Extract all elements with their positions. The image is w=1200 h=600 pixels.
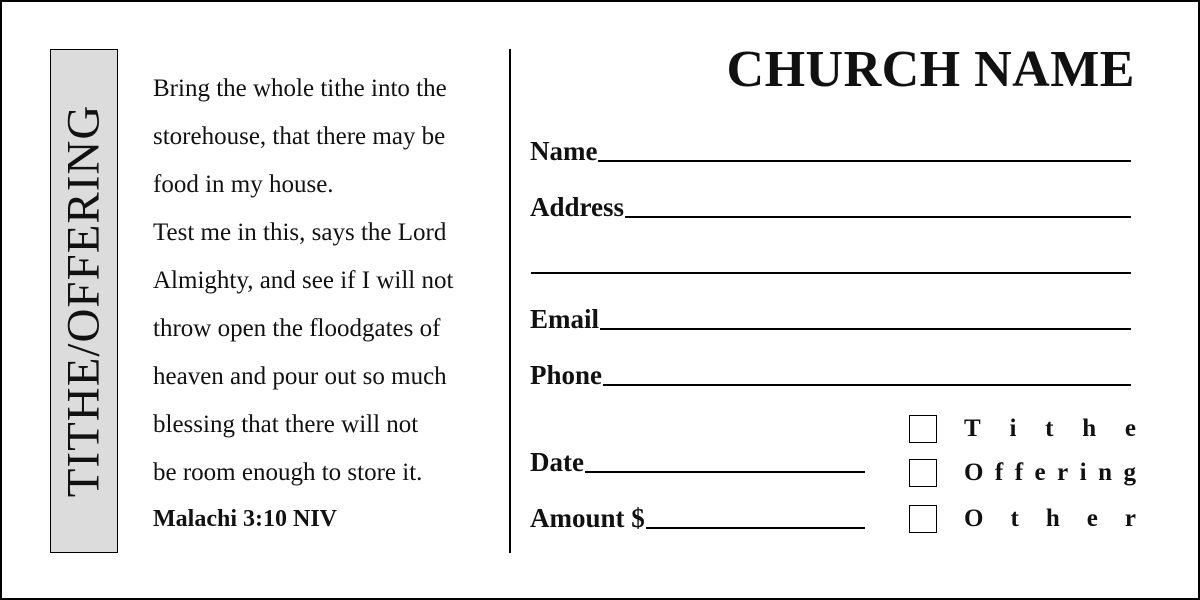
label-letter: T <box>964 415 981 442</box>
label-letter: e <box>1124 415 1136 442</box>
offering-checkbox[interactable] <box>909 459 937 487</box>
label-letter: e <box>1086 505 1098 532</box>
email-field[interactable] <box>530 300 1131 334</box>
amount-field[interactable] <box>530 499 865 533</box>
label-letter: h <box>1082 415 1097 442</box>
other-checkbox[interactable] <box>909 505 937 533</box>
label-letter: h <box>1045 505 1060 532</box>
label-letter: t <box>1045 415 1054 442</box>
email-line[interactable] <box>600 328 1131 330</box>
label-letter: f <box>1014 459 1024 486</box>
offering-option[interactable] <box>909 458 1136 488</box>
name-label: Name <box>530 136 598 166</box>
tithe-checkbox[interactable] <box>909 415 937 443</box>
scripture-line: Test me in this, says the Lord <box>153 219 447 246</box>
label-letter: t <box>1010 505 1019 532</box>
scripture-line: heaven and pour out so much <box>153 363 447 390</box>
date-label: Date <box>530 447 584 477</box>
address-line[interactable] <box>625 216 1131 218</box>
offering-label <box>964 458 1136 488</box>
scripture-reference: Malachi 3:10 NIV <box>153 506 337 532</box>
side-tab <box>50 49 118 553</box>
amount-label: Amount $ <box>530 503 645 533</box>
scripture-line: food in my house. <box>153 171 334 198</box>
phone-field[interactable] <box>530 356 1131 390</box>
address-second-field[interactable] <box>530 244 1131 278</box>
tithe-label <box>964 414 1136 444</box>
amount-line[interactable] <box>646 527 865 529</box>
label-letter: n <box>1098 459 1112 486</box>
scripture-line: storehouse, that there may be <box>153 123 446 150</box>
scripture-line: blessing that there will not <box>153 411 419 438</box>
scripture-line: throw open the floodgates of <box>153 315 441 342</box>
label-letter: i <box>1079 459 1087 486</box>
date-field[interactable] <box>530 443 865 477</box>
email-label: Email <box>530 304 600 334</box>
tithe-option[interactable] <box>909 414 1136 444</box>
address-second-line[interactable] <box>531 272 1131 274</box>
label-letter: f <box>994 459 1004 486</box>
scripture-passage <box>153 65 498 541</box>
scripture-line: Almighty, and see if I will not <box>153 267 454 294</box>
address-field[interactable] <box>530 188 1131 222</box>
address-label: Address <box>530 192 625 222</box>
phone-label: Phone <box>530 360 603 390</box>
scripture-line: be room enough to store it. <box>153 459 423 486</box>
side-tab-title: TITHE/OFFERING <box>57 104 110 498</box>
phone-line[interactable] <box>603 384 1131 386</box>
label-letter: O <box>964 459 984 486</box>
label-letter: r <box>1057 459 1069 486</box>
label-letter: g <box>1123 459 1136 486</box>
name-field[interactable] <box>530 132 1131 166</box>
label-letter: e <box>1034 459 1046 486</box>
date-line[interactable] <box>585 471 865 473</box>
scripture-line: Bring the whole tithe into the <box>153 75 447 102</box>
column-divider <box>509 49 511 553</box>
other-label <box>964 504 1136 534</box>
label-letter: O <box>964 505 984 532</box>
church-name-heading: CHURCH NAME <box>726 41 1135 98</box>
label-letter: r <box>1124 505 1136 532</box>
name-line[interactable] <box>598 160 1131 162</box>
label-letter: i <box>1009 415 1017 442</box>
other-option[interactable] <box>909 504 1136 534</box>
